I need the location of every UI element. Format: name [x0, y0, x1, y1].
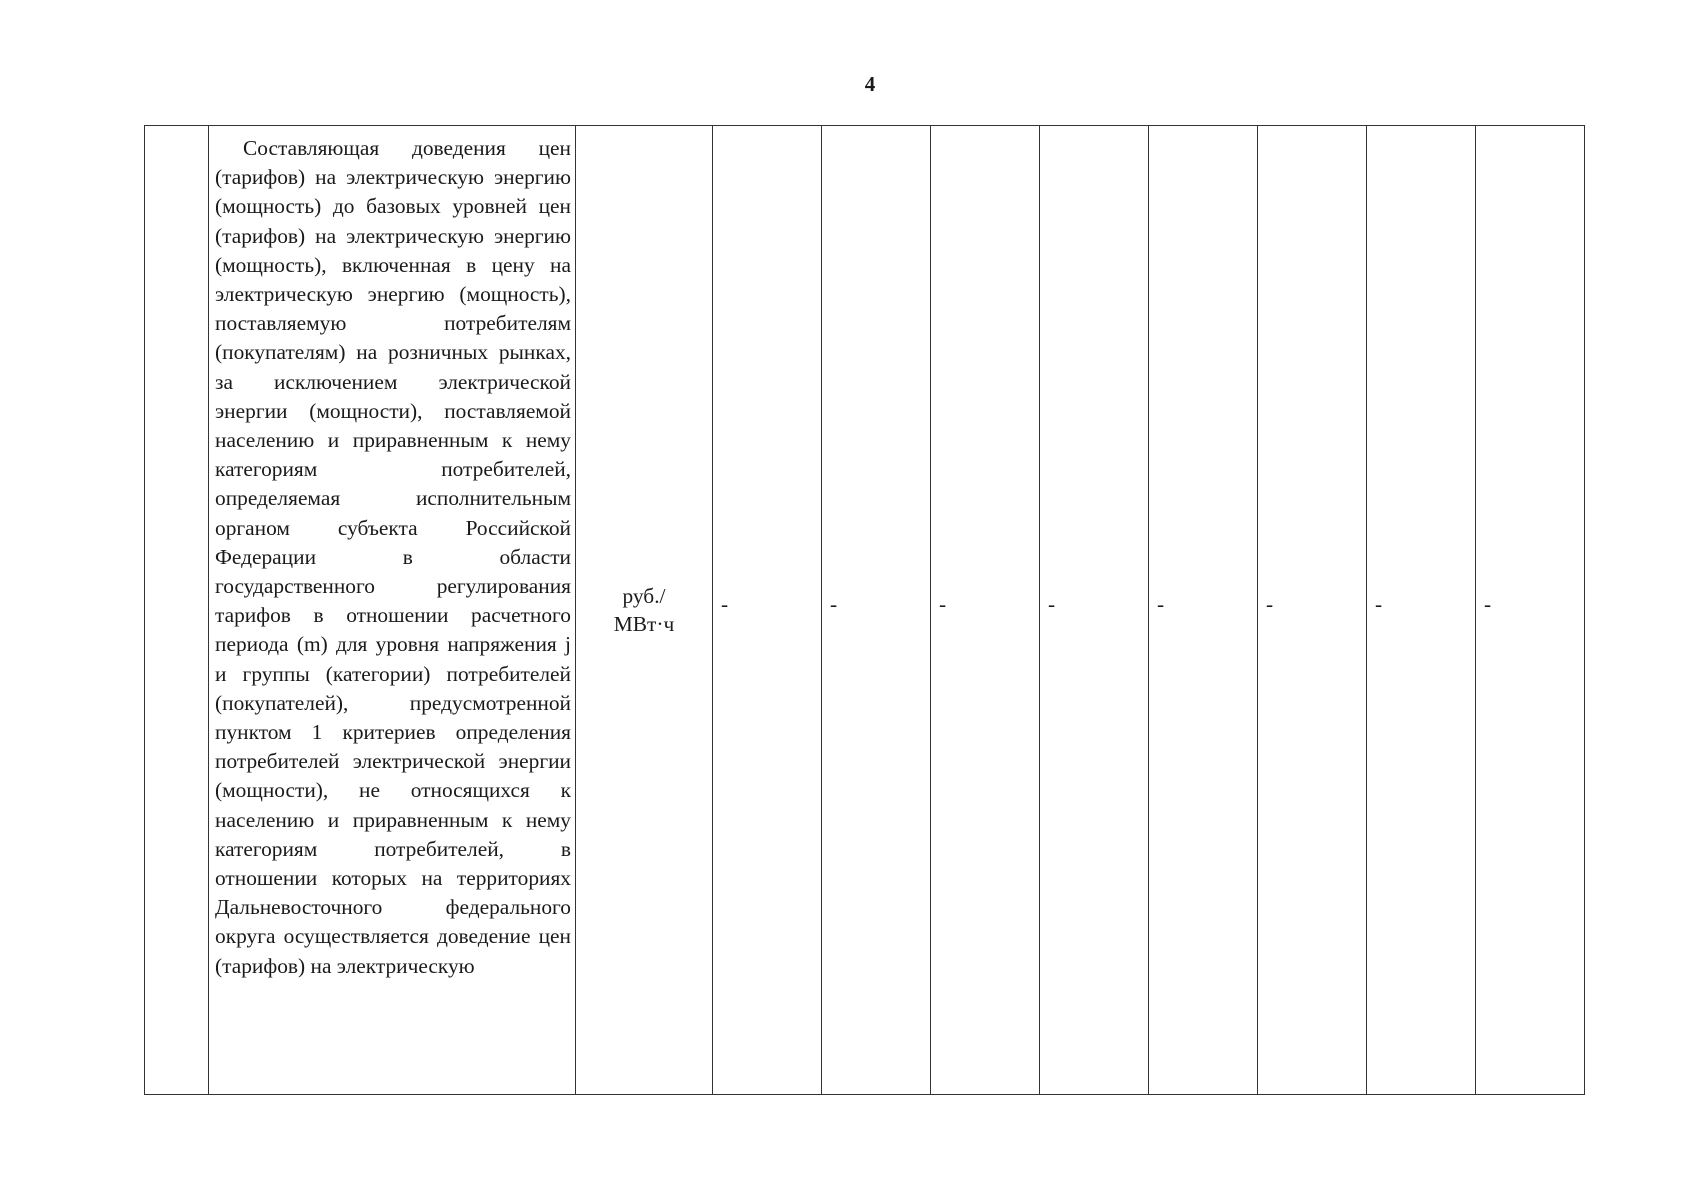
data-table — [144, 125, 1585, 1095]
unit-line-2: МВт·ч — [613, 612, 675, 636]
page-number: 4 — [864, 72, 876, 96]
table-row — [145, 126, 1585, 1095]
value-cell-7: - — [1367, 126, 1476, 1095]
value-cell-1: - — [713, 126, 822, 1095]
value-cell-5: - — [1149, 126, 1258, 1095]
description-text: Составляющая доведения цен (тарифов) на электрическую энергию (мощность) до базовых уровней цен (тарифов) на электрическую энергию (мощность), включенная в цену на электрическую энергию (мощность), поставляемую потребителям (покупателям) на розничных рынках, за исключением электрической энергии (мощности), поставляемой населению и приравненным к нему категориям потребителей, определяемая исполнительным органом субъекта Российской Федерации в области государственного регулирования тарифов в отношении расчетного периода (m) для уровня напряжения j и группы (категории) потребителей (покупателей), предусмотренной пунктом 1 критериев определения потребителей электрической энергии (мощности), не относящихся к населению и приравненным к нему категориям потребителей, в отношении которых на территориях Дальневосточного федерального округа осуществляется доведение цен (тарифов) на электрическую — [215, 136, 571, 978]
value-cell-2: - — [822, 126, 931, 1095]
value-cell-4: - — [1040, 126, 1149, 1095]
value-cell-6: - — [1258, 126, 1367, 1095]
unit-cell — [576, 126, 713, 1095]
row-number-cell — [145, 126, 209, 1095]
value-cell-3: - — [931, 126, 1040, 1095]
value-cell-8: - — [1476, 126, 1585, 1095]
unit-line-1: руб./ — [622, 584, 666, 608]
description-cell — [209, 126, 576, 1095]
